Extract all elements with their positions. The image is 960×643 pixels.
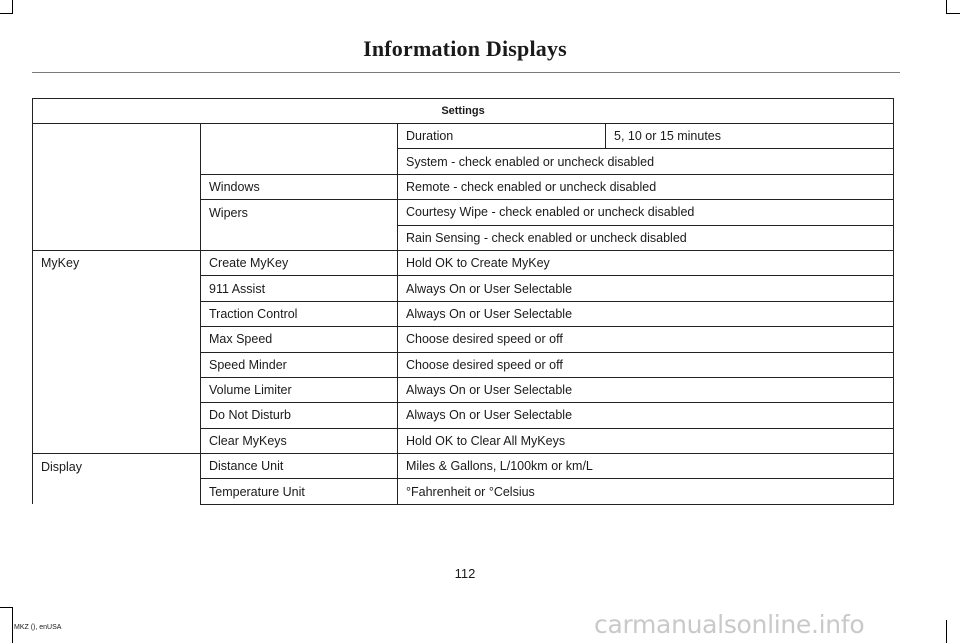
item-cell: Distance Unit <box>201 454 398 479</box>
table-row <box>33 301 894 326</box>
menu-cell <box>33 479 201 504</box>
option-cell: Miles & Gallons, L/100km or km/L <box>398 454 894 479</box>
watermark: carmanualsonline.info <box>594 610 865 639</box>
menu-cell <box>33 174 201 199</box>
crop-mark <box>946 0 947 14</box>
item-cell: Speed Minder <box>201 352 398 377</box>
table-row <box>33 403 894 428</box>
page-title: Information Displays <box>363 36 567 61</box>
table-row <box>33 276 894 301</box>
menu-cell <box>33 428 201 453</box>
crop-mark <box>0 13 13 14</box>
item-cell: Temperature Unit <box>201 479 398 504</box>
item-cell: 911 Assist <box>201 276 398 301</box>
item-cell: Windows <box>201 174 398 199</box>
item-cell: Volume Limiter <box>201 377 398 402</box>
option-cell: Choose desired speed or off <box>398 352 894 377</box>
table-row <box>33 428 894 453</box>
item-cell <box>201 124 398 149</box>
item-cell: Do Not Disturb <box>201 403 398 428</box>
table-row <box>33 377 894 402</box>
option-cell: Hold OK to Create MyKey <box>398 250 894 275</box>
table-row <box>33 149 894 174</box>
option-cell: Rain Sensing - check enabled or uncheck disabled <box>398 225 894 250</box>
table-row <box>33 200 894 225</box>
item-cell <box>201 225 398 250</box>
settings-table <box>32 98 894 505</box>
menu-cell: Display <box>33 454 201 479</box>
crop-mark <box>0 607 13 608</box>
item-cell <box>201 149 398 174</box>
table-row <box>33 174 894 199</box>
option-cell: System - check enabled or uncheck disabled <box>398 149 894 174</box>
option-cell: °Fahrenheit or °Celsius <box>398 479 894 504</box>
option-cell: Courtesy Wipe - check enabled or uncheck disabled <box>398 200 894 225</box>
item-cell: Max Speed <box>201 327 398 352</box>
crop-mark <box>946 620 947 643</box>
option-cell: Always On or User Selectable <box>398 276 894 301</box>
page-number: 112 <box>454 566 476 581</box>
menu-cell <box>33 200 201 225</box>
menu-cell <box>33 149 201 174</box>
crop-mark <box>12 607 13 643</box>
option-cell: Always On or User Selectable <box>398 377 894 402</box>
menu-cell <box>33 403 201 428</box>
table-caption: Settings <box>33 99 894 124</box>
item-cell: Clear MyKeys <box>201 428 398 453</box>
table-row <box>33 124 894 149</box>
table-row <box>33 225 894 250</box>
table-row <box>33 327 894 352</box>
option-cell: Hold OK to Clear All MyKeys <box>398 428 894 453</box>
item-cell: Create MyKey <box>201 250 398 275</box>
menu-cell <box>33 327 201 352</box>
crop-mark <box>12 0 13 14</box>
item-cell: Traction Control <box>201 301 398 326</box>
table-row <box>33 454 894 479</box>
option-cell: Duration <box>398 124 606 149</box>
header-rule <box>32 72 900 73</box>
menu-cell <box>33 377 201 402</box>
option-cell: Choose desired speed or off <box>398 327 894 352</box>
option-cell: Always On or User Selectable <box>398 301 894 326</box>
menu-cell <box>33 352 201 377</box>
menu-cell <box>33 276 201 301</box>
menu-cell <box>33 124 201 149</box>
table-row <box>33 250 894 275</box>
item-cell: Wipers <box>201 200 398 225</box>
menu-cell <box>33 225 201 250</box>
footer-code: MKZ (), enUSA <box>14 624 62 631</box>
option-cell: Always On or User Selectable <box>398 403 894 428</box>
table-row <box>33 352 894 377</box>
menu-cell: MyKey <box>33 250 201 275</box>
table-row <box>33 479 894 504</box>
value-cell: 5, 10 or 15 minutes <box>606 124 894 149</box>
crop-mark <box>946 13 960 14</box>
option-cell: Remote - check enabled or uncheck disabled <box>398 174 894 199</box>
menu-cell <box>33 301 201 326</box>
